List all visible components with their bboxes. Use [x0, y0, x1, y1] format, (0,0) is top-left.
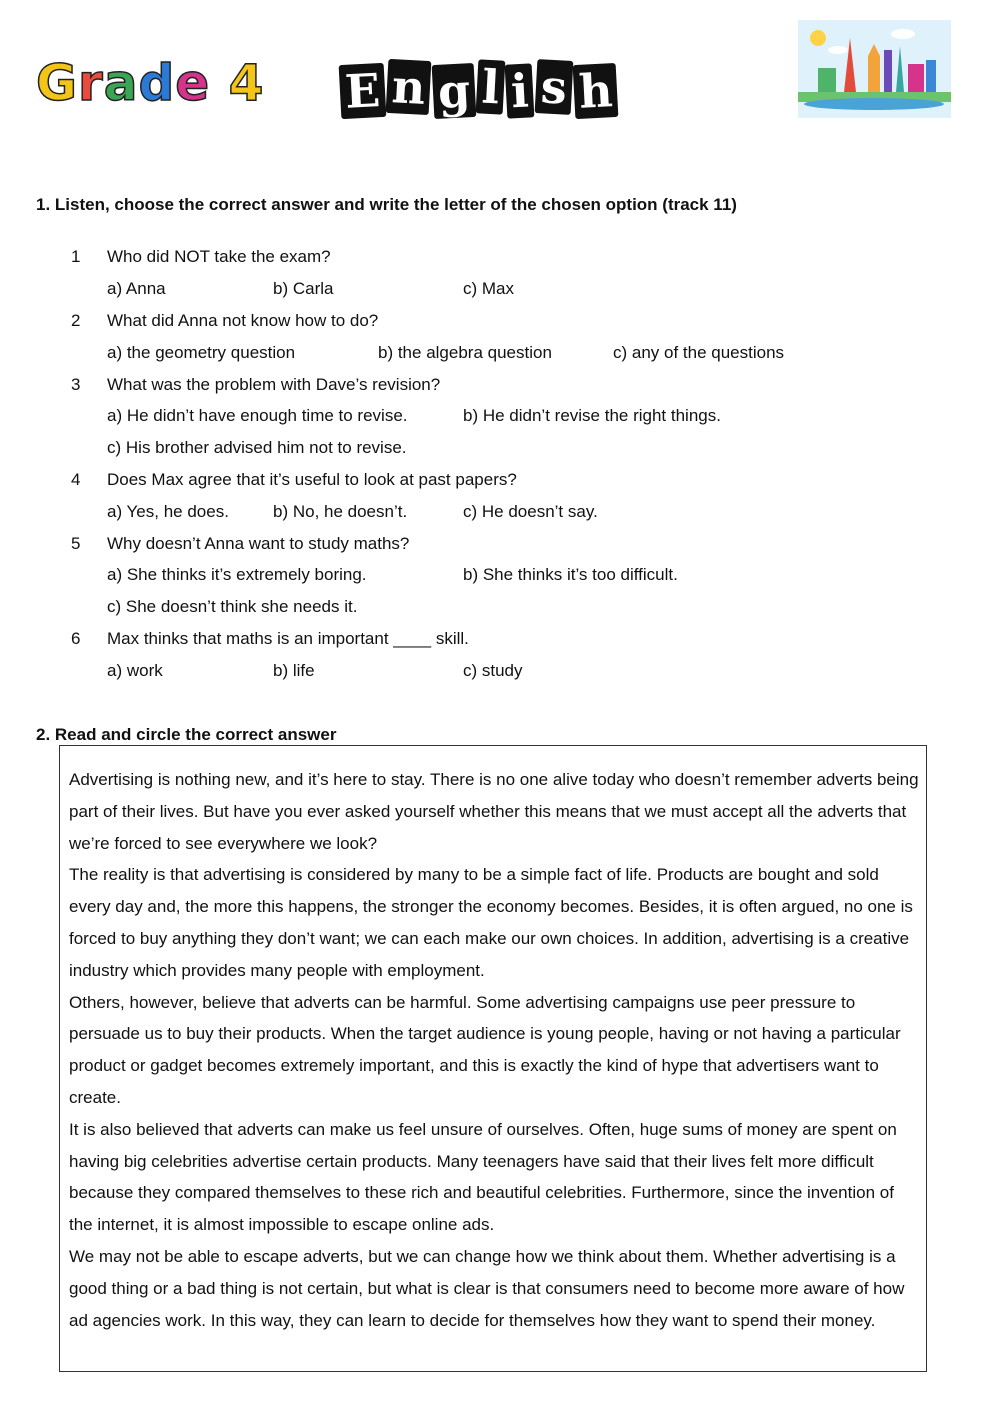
- grade-logo-text: G r a d e 4: [36, 54, 265, 112]
- answer-option: c) He doesn’t say.: [463, 502, 598, 521]
- landmarks-illustration: [798, 20, 951, 118]
- question-text: Max thinks that maths is an important ____ skill.: [107, 629, 469, 648]
- passage-paragraph: Others, however, believe that adverts can be harmful. Some advertising campaigns use peer pressure to persuade us to buy their products. When the target audience is young people, having or not having a particular product or gadget becomes extremely important, and this is exactly the kind of hype that advertisers want to create.: [69, 992, 901, 1107]
- question-number: 2: [71, 311, 81, 330]
- answer-option: b) No, he doesn’t.: [273, 502, 408, 521]
- answer-option: b) Carla: [273, 279, 334, 298]
- answer-option: a) Yes, he does.: [107, 502, 229, 521]
- answer-option: c) Max: [463, 279, 514, 298]
- answer-option: b) She thinks it’s too difficult.: [463, 565, 678, 584]
- answer-option: a) the geometry question: [107, 343, 296, 362]
- answer-option: c) study: [463, 661, 523, 680]
- answer-option: a) She thinks it’s extremely boring.: [107, 565, 367, 584]
- question-number: 3: [71, 375, 81, 394]
- section1-heading: 1. Listen, choose the correct answer and write the letter of the chosen option (track 11): [36, 195, 737, 214]
- answer-option: c) His brother advised him not to revise.: [107, 438, 407, 457]
- answer-option: a) Anna: [107, 279, 166, 298]
- question-text: Who did NOT take the exam?: [107, 247, 331, 266]
- answer-option: c) any of the questions: [613, 343, 785, 362]
- question-text: What did Anna not know how to do?: [107, 311, 379, 330]
- answer-option: c) She doesn’t think she needs it.: [107, 597, 358, 616]
- answer-option: a) work: [107, 661, 163, 680]
- passage-paragraph: The reality is that advertising is considered by many to be a simple fact of life. Products are bought and sold every day and, the more this happens, the stronger the economy becomes. Besides, it is often argued, no one is forced to buy anything they don’t want; we can each make our own choices. In addition, advertising is a creative industry which provides many people with employment.: [69, 865, 913, 980]
- passage-paragraph: We may not be able to escape adverts, but we can change how we think about them. Whether advertising is a good thing or a bad thing is not certain, but what is clear is that consumers need to become more aware of how ad agencies work. In this way, they can learn to decide for themselves how they want to spend their money.: [69, 1246, 905, 1330]
- grade-logo: [36, 52, 265, 114]
- reading-passage-box: [59, 745, 927, 1372]
- answer-option: b) He didn’t revise the right things.: [463, 406, 721, 425]
- answer-option: a) He didn’t have enough time to revise.: [107, 406, 408, 425]
- question-text: Does Max agree that it’s useful to look at past papers?: [107, 470, 517, 489]
- question-text: Why doesn’t Anna want to study maths?: [107, 534, 410, 553]
- worksheet-header: [0, 0, 1000, 150]
- answer-option: b) the algebra question: [378, 343, 552, 362]
- question-number: 5: [71, 534, 81, 553]
- question-number: 6: [71, 629, 81, 648]
- answer-option: b) life: [273, 661, 315, 680]
- question-number: 4: [71, 470, 81, 489]
- passage-paragraph: Advertising is nothing new, and it’s here to stay. There is no one alive today who doesn’t remember adverts being part of their lives. But have you ever asked yourself whether this means that we must accept all the adverts that we’re forced to see everywhere we look?: [69, 770, 919, 853]
- section2-heading: 2. Read and circle the correct answer: [36, 725, 337, 744]
- question-number: 1: [71, 247, 81, 266]
- question-text: What was the problem with Dave’s revision?: [107, 375, 441, 394]
- subject-title-logo: E n g l i s h: [340, 62, 617, 116]
- passage-paragraph: It is also believed that adverts can make us feel unsure of ourselves. Often, huge sums of money are spent on having big celebrities advertise certain products. Many teenagers have said that their lives felt more difficult because they compared themselves to these rich and beautiful celebrities. Furthermore, since the invention of the internet, it is almost impossible to escape online ads.: [69, 1119, 897, 1235]
